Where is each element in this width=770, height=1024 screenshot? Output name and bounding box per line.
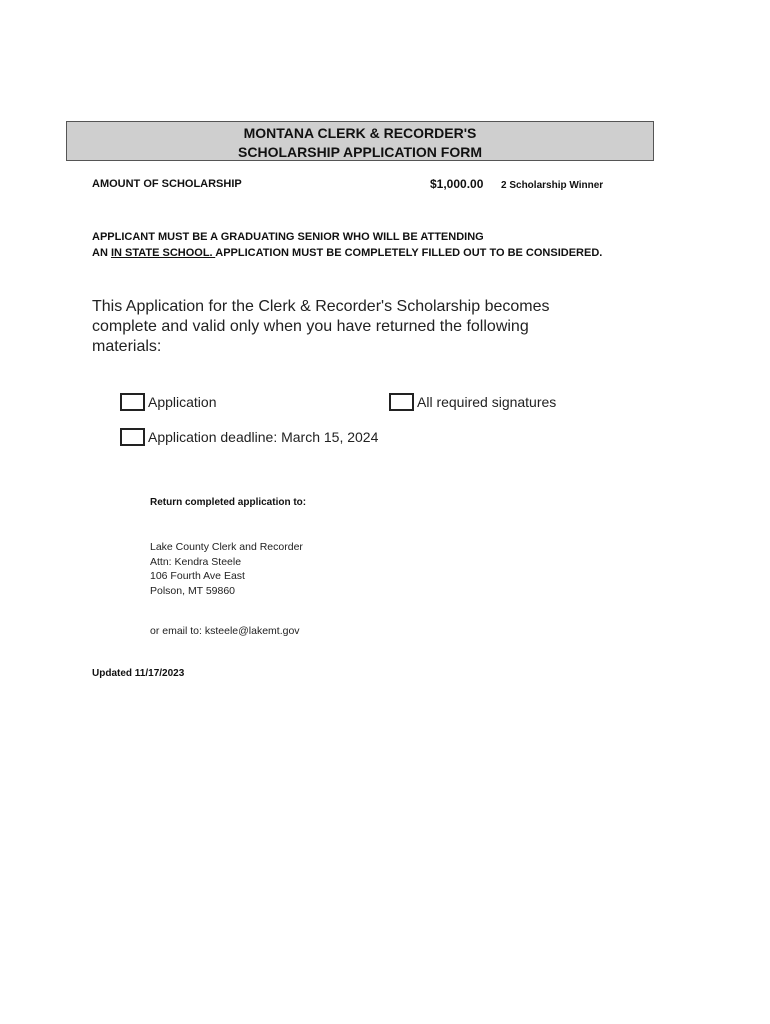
amount-value: $1,000.00 [430,177,484,191]
application-label: Application [148,394,217,410]
intro-line-1: This Application for the Clerk & Recorder's Scholarship becomes [92,298,550,315]
intro-line-2: complete and valid only when you have returned the following [92,318,529,335]
form-title-line-1: MONTANA CLERK & RECORDER'S [243,125,477,141]
requirement-prefix: AN [92,247,111,259]
address-line: Lake County Clerk and Recorder [150,541,303,553]
form-title-banner [66,121,654,161]
requirement-line-2 [92,245,602,261]
signatures-checkbox[interactable] [389,393,414,411]
requirement-line-1: APPLICANT MUST BE A GRADUATING SENIOR WHO WILL BE ATTENDING [92,231,484,243]
return-title: Return completed application to: [150,497,307,508]
email-line: or email to: ksteele@lakemt.gov [150,625,300,637]
requirement-in-state: IN STATE SCHOOL. [110,247,216,259]
intro-paragraph [92,297,562,357]
intro-line-3: materials: [92,338,162,355]
checklist-item-deadline [120,428,378,446]
address-line: Attn: Kendra Steele [150,555,242,568]
address-line: Polson, MT 59860 [150,584,236,597]
amount-label: AMOUNT OF SCHOLARSHIP [92,178,242,190]
form-title-line-2: SCHOLARSHIP APPLICATION FORM [238,144,482,160]
requirement-suffix: APPLICATION MUST BE COMPLETELY FILLED OUT TO BE CONSIDERED. [215,247,603,259]
checklist-item-signatures [389,393,556,411]
address-line: 106 Fourth Ave East [150,570,245,582]
deadline-label: Application deadline: March 15, 2024 [148,429,379,445]
application-checkbox[interactable] [120,393,145,411]
checklist-item-application [120,393,217,411]
mailing-address [150,540,303,598]
signatures-label: All required signatures [417,394,557,410]
deadline-checkbox[interactable] [120,428,145,446]
eligibility-requirement [92,229,602,261]
winner-note: 2 Scholarship Winner [501,180,604,191]
updated-date: Updated 11/17/2023 [92,668,185,679]
